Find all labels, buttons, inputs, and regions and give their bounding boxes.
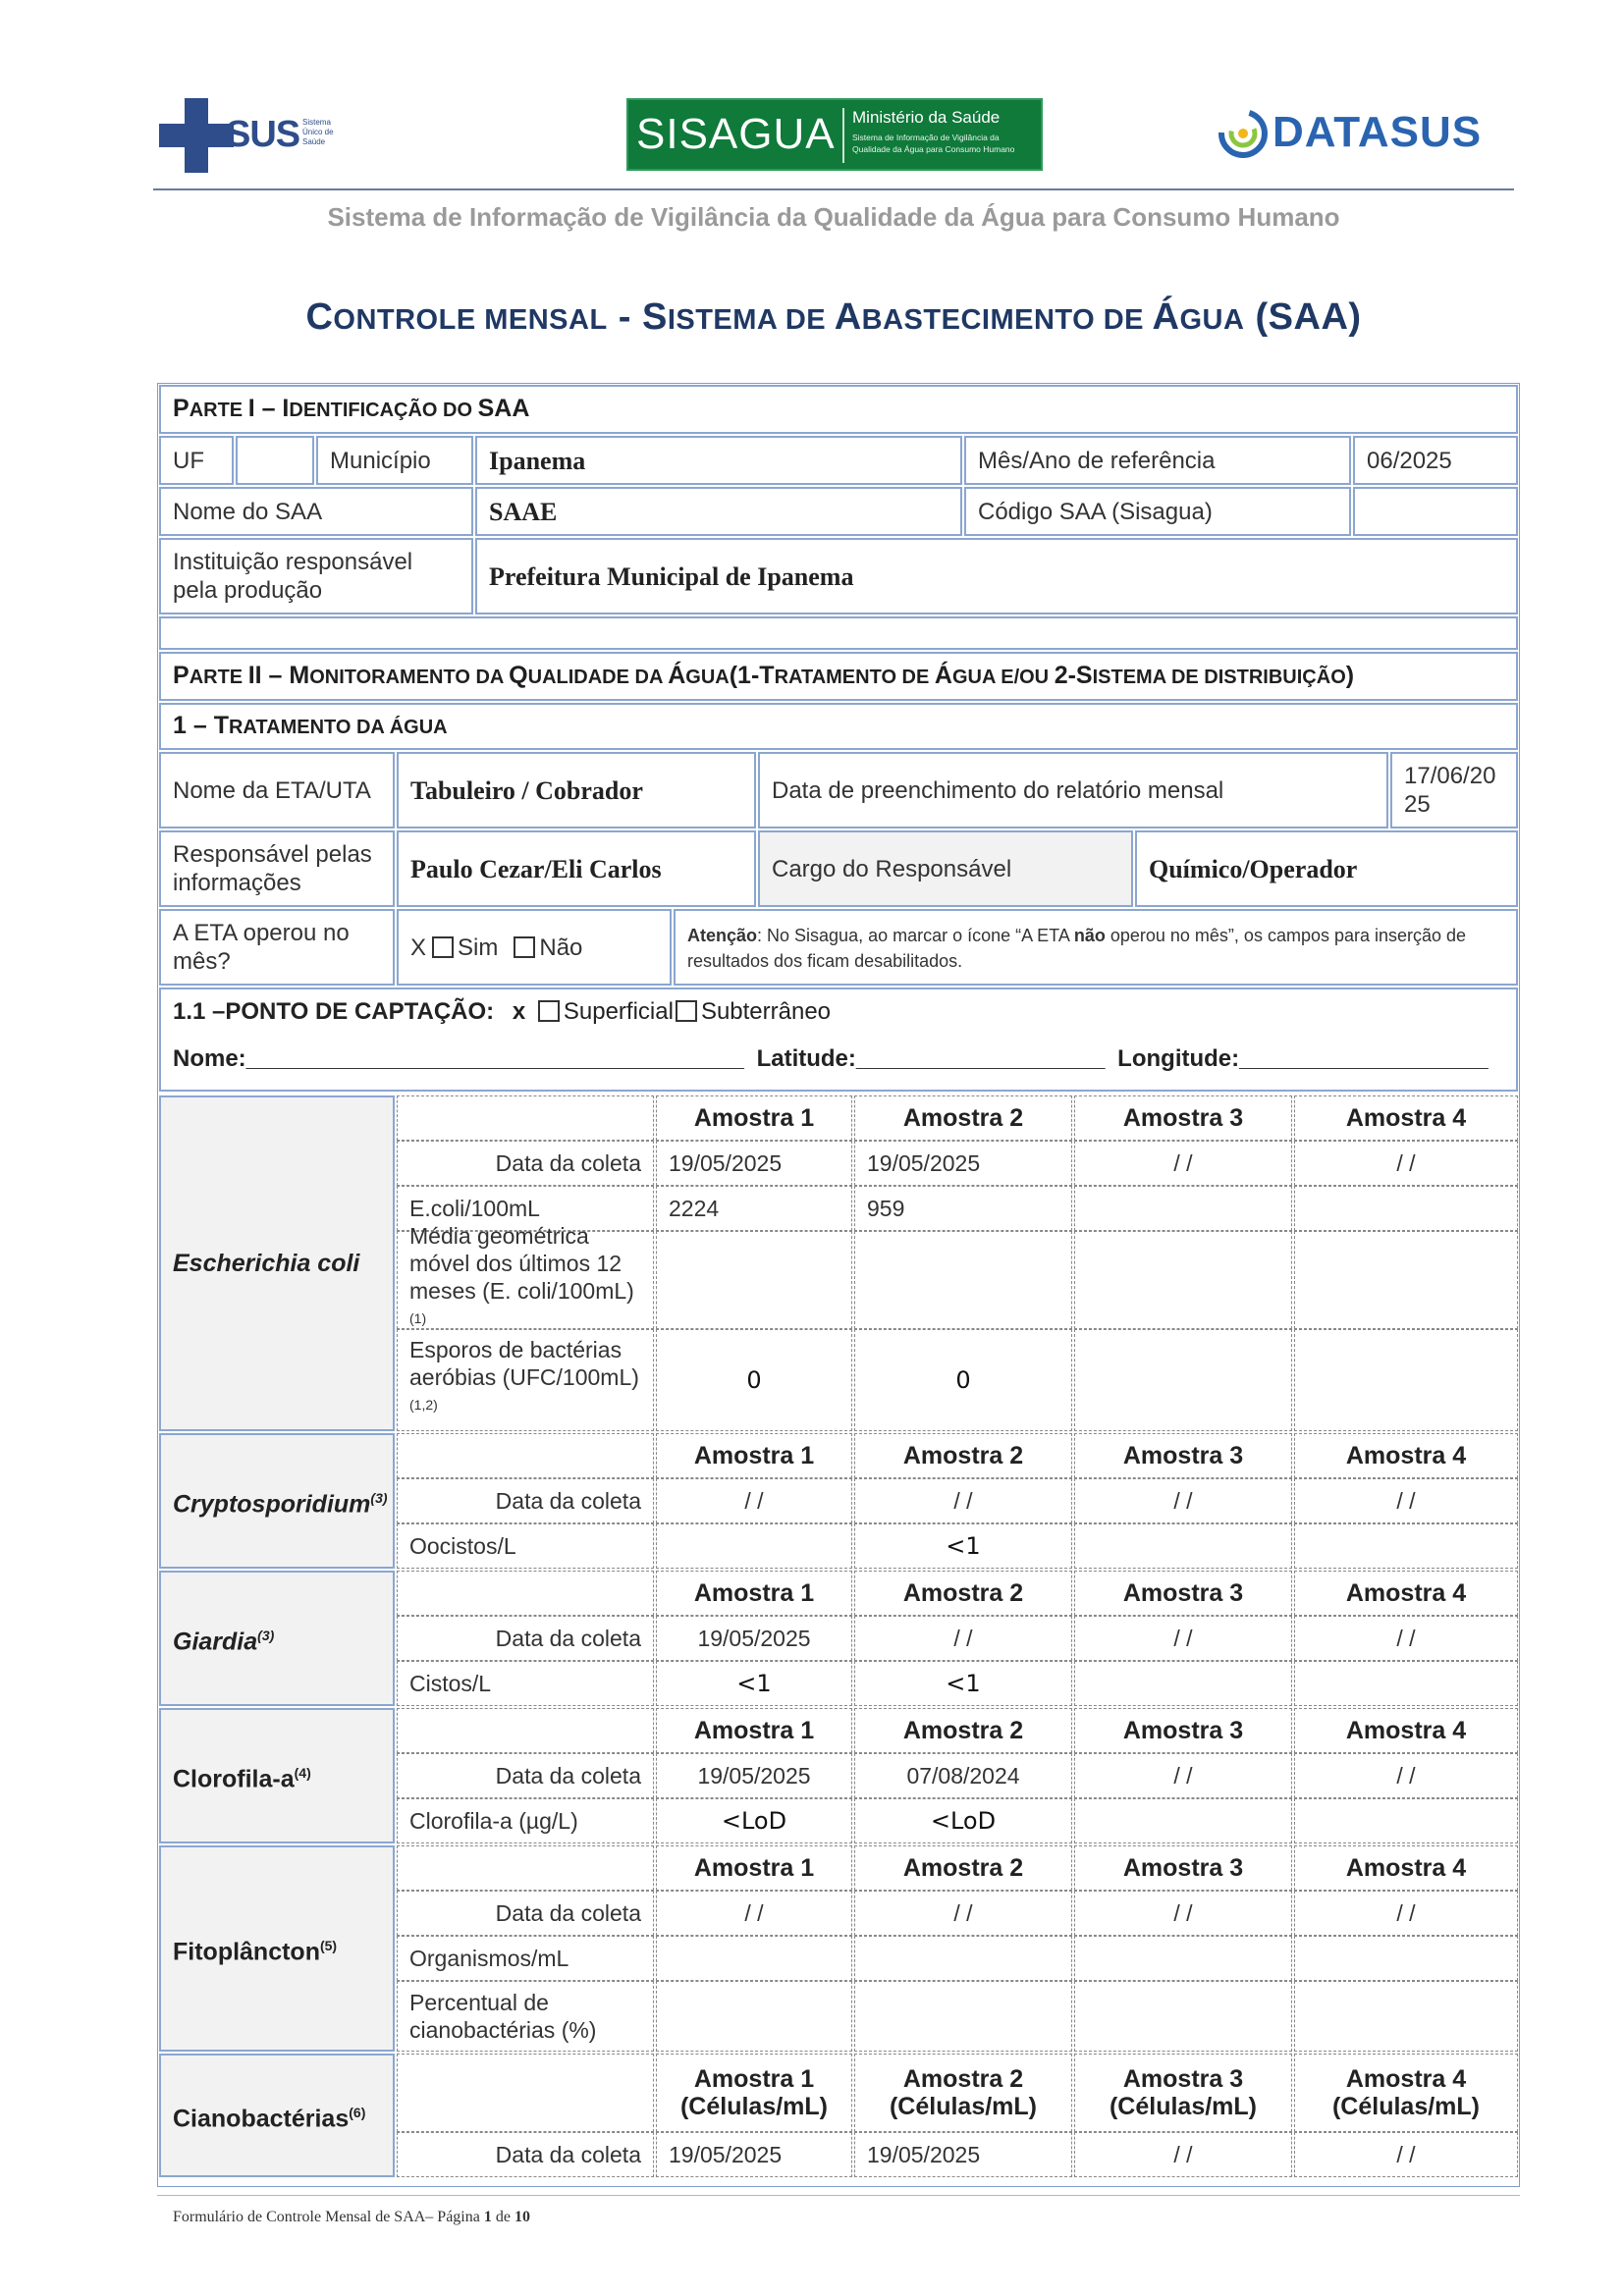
captacao-nome-field[interactable]: Nome:______________________________________ — [173, 1045, 744, 1072]
system-subtitle: Sistema de Informação de Vigilância da Qualidade da Água para Consumo Humano — [327, 202, 1340, 232]
clorofila-row-2-amostra-4[interactable] — [1294, 1798, 1518, 1843]
sus-logo-sub: Sistema Único de Saúde — [302, 118, 334, 146]
ciano-row-1-amostra-4[interactable]: / / — [1294, 2132, 1518, 2177]
crypto-row-2-amostra-4[interactable] — [1294, 1523, 1518, 1569]
responsavel-field[interactable]: Paulo Cezar/Eli Carlos — [397, 830, 756, 907]
municipio-field[interactable]: Ipanema — [475, 436, 962, 485]
clorofila-row-1-label: Data da coleta — [397, 1753, 654, 1798]
codigo-saa-field[interactable] — [1353, 487, 1518, 536]
ecoli-row-2-label: E.coli/100mL — [397, 1186, 654, 1231]
captacao-longitude-field[interactable]: Longitude:___________________ — [1117, 1045, 1489, 1072]
ciano-amostra-1-header: Amostra 1 (Células/mL) — [656, 2054, 852, 2132]
crypto-row-2-amostra-1[interactable] — [656, 1523, 852, 1569]
giardia-amostra-2-header: Amostra 2 — [854, 1571, 1072, 1616]
codigo-saa-label: Código SAA (Sisagua) — [964, 487, 1351, 536]
municipio-label: Município — [316, 436, 473, 485]
fito-header-blank — [397, 1845, 654, 1891]
ciano-row-1-amostra-3[interactable]: / / — [1074, 2132, 1292, 2177]
giardia-amostra-4-header: Amostra 4 — [1294, 1571, 1518, 1616]
responsavel-label: Responsável pelas informações — [159, 830, 395, 907]
crypto-amostra-2-header: Amostra 2 — [854, 1433, 1072, 1478]
clorofila-row-1-amostra-2[interactable]: 07/08/2024 — [854, 1753, 1072, 1798]
ecoli-row-2-amostra-2[interactable]: 959 — [854, 1186, 1072, 1231]
ecoli-amostra-3-header: Amostra 3 — [1074, 1095, 1292, 1141]
uf-field[interactable] — [236, 436, 314, 485]
fito-row-2-label: Organismos/mL — [397, 1936, 654, 1981]
ecoli-row-4-amostra-1[interactable]: 0 — [656, 1329, 852, 1431]
ecoli-row-1-amostra-3[interactable]: / / — [1074, 1141, 1292, 1186]
clorofila-row-2-amostra-2[interactable]: <LoD — [854, 1798, 1072, 1843]
ecoli-row-4-amostra-4[interactable] — [1294, 1329, 1518, 1431]
nome-saa-label: Nome do SAA — [159, 487, 473, 536]
part2-heading: PARTE II – MONITORAMENTO DA QUALIDADE DA ÁGUA(1-TRATAMENTO DE ÁGUA E/OU 2-SISTEMA DE DISTRIBUIÇÃO) — [159, 652, 1518, 701]
clorofila-row-2-label: Clorofila-a (µg/L) — [397, 1798, 654, 1843]
giardia-header-blank — [397, 1571, 654, 1616]
instituicao-field[interactable]: Prefeitura Municipal de Ipanema — [475, 538, 1518, 614]
sisagua-logo-text: SISAGUA — [636, 110, 836, 158]
data-preenchimento-label: Data de preenchimento do relatório mensal — [758, 752, 1388, 828]
ecoli-amostra-4-header: Amostra 4 — [1294, 1095, 1518, 1141]
sim-checkbox[interactable] — [432, 936, 454, 958]
ecoli-row-3-amostra-3[interactable] — [1074, 1231, 1292, 1329]
ecoli-parameter: Escherichia coli — [159, 1095, 395, 1431]
crypto-row-1-amostra-2[interactable]: / / — [854, 1478, 1072, 1523]
fito-row-1-amostra-2[interactable]: / / — [854, 1891, 1072, 1936]
fito-row-3-amostra-3[interactable] — [1074, 1981, 1292, 2052]
ecoli-row-4-amostra-2[interactable]: 0 — [854, 1329, 1072, 1431]
ecoli-row-3-amostra-4[interactable] — [1294, 1231, 1518, 1329]
data-preenchimento-field[interactable]: 17/06/2025 — [1390, 752, 1518, 828]
giardia-row-2-amostra-1[interactable]: <1 — [656, 1661, 852, 1706]
cargo-label: Cargo do Responsável — [758, 830, 1133, 907]
ciano-row-1-label: Data da coleta — [397, 2132, 654, 2177]
cargo-field[interactable]: Químico/Operador — [1135, 830, 1518, 907]
fito-amostra-1-header: Amostra 1 — [656, 1845, 852, 1891]
giardia-row-1-label: Data da coleta — [397, 1616, 654, 1661]
fito-amostra-2-header: Amostra 2 — [854, 1845, 1072, 1891]
eta-label: Nome da ETA/UTA — [159, 752, 395, 828]
part1-heading: PARTE I – IDENTIFICAÇÃO DO SAA — [159, 385, 1518, 434]
eta-field[interactable]: Tabuleiro / Cobrador — [397, 752, 756, 828]
crypto-row-2-amostra-2[interactable]: <1 — [854, 1523, 1072, 1569]
header-divider — [153, 188, 1514, 190]
ecoli-row-2-amostra-1[interactable]: 2224 — [656, 1186, 852, 1231]
superficial-label: Superficial — [563, 998, 674, 1025]
datasus-logo — [1216, 102, 1500, 171]
fito-row-1-amostra-1[interactable]: / / — [656, 1891, 852, 1936]
giardia-amostra-1-header: Amostra 1 — [656, 1571, 852, 1616]
fito-row-2-amostra-3[interactable] — [1074, 1936, 1292, 1981]
crypto-amostra-4-header: Amostra 4 — [1294, 1433, 1518, 1478]
clorofila-amostra-3-header: Amostra 3 — [1074, 1708, 1292, 1753]
sisagua-ministry: Ministério da Saúde — [852, 108, 1001, 127]
crypto-row-1-amostra-4[interactable]: / / — [1294, 1478, 1518, 1523]
nome-saa-field[interactable]: SAAE — [475, 487, 962, 536]
ecoli-row-1-amostra-2[interactable]: 19/05/2025 — [854, 1141, 1072, 1186]
ciano-row-1-amostra-1[interactable]: 19/05/2025 — [656, 2132, 852, 2177]
fito-row-1-amostra-3[interactable]: / / — [1074, 1891, 1292, 1936]
clorofila-row-1-amostra-1[interactable]: 19/05/2025 — [656, 1753, 852, 1798]
giardia-row-2-label: Cistos/L — [397, 1661, 654, 1706]
datasus-swirl-icon — [1216, 106, 1271, 161]
fito-amostra-3-header: Amostra 3 — [1074, 1845, 1292, 1891]
crypto-row-1-label: Data da coleta — [397, 1478, 654, 1523]
eta-operou-options — [397, 909, 672, 986]
atencao-note: Atenção: No Sisagua, ao marcar o ícone “A ETA não operou no mês”, os campos para inserção de resultados dos ficam desabilitados. — [674, 909, 1518, 986]
clorofila-row-1-amostra-4[interactable]: / / — [1294, 1753, 1518, 1798]
footer-divider — [157, 2195, 1520, 2196]
fito-row-2-amostra-1[interactable] — [656, 1936, 852, 1981]
clorofila-parameter: Clorofila-$a^{(4)}$ — [159, 1708, 395, 1843]
datasus-logo-text: DATASUS — [1272, 108, 1483, 156]
subterraneo-label: Subterrâneo — [700, 998, 832, 1025]
giardia-row-1-amostra-1[interactable]: 19/05/2025 — [656, 1616, 852, 1661]
instituicao-label: Instituição responsável pela produção — [159, 538, 473, 614]
ecoli-row-3-amostra-2[interactable] — [854, 1231, 1072, 1329]
captacao-mark: x — [512, 998, 526, 1025]
giardia-row-1-amostra-2[interactable]: / / — [854, 1616, 1072, 1661]
ecoli-row-1-label: Data da coleta — [397, 1141, 654, 1186]
fito-row-3-amostra-1[interactable] — [656, 1981, 852, 2052]
clorofila-amostra-1-header: Amostra 1 — [656, 1708, 852, 1753]
fito-row-1-amostra-4[interactable]: / / — [1294, 1891, 1518, 1936]
ecoli-header-blank — [397, 1095, 654, 1141]
giardia-row-2-amostra-3[interactable] — [1074, 1661, 1292, 1706]
crypto-row-1-amostra-1[interactable]: / / — [656, 1478, 852, 1523]
ecoli-row-1-amostra-4[interactable]: / / — [1294, 1141, 1518, 1186]
fito-row-3-amostra-2[interactable] — [854, 1981, 1072, 2052]
spacer-row — [159, 616, 1518, 650]
crypto-parameter: Cryptosporidium$^{(3)}$ — [159, 1433, 395, 1569]
fito-amostra-4-header: Amostra 4 — [1294, 1845, 1518, 1891]
ciano-row-1-amostra-2[interactable]: 19/05/2025 — [854, 2132, 1072, 2177]
fito-parameter: Fitoplâncton$^{(5)}$ — [159, 1845, 395, 2052]
crypto-amostra-3-header: Amostra 3 — [1074, 1433, 1292, 1478]
clorofila-amostra-2-header: Amostra 2 — [854, 1708, 1072, 1753]
crypto-header-blank — [397, 1433, 654, 1478]
clorofila-amostra-4-header: Amostra 4 — [1294, 1708, 1518, 1753]
clorofila-row-2-amostra-1[interactable]: <LoD — [656, 1798, 852, 1843]
ciano-parameter: Cianobactérias$^{(6)}$ — [159, 2054, 395, 2177]
ecoli-row-2-amostra-3[interactable] — [1074, 1186, 1292, 1231]
sus-cross-icon — [157, 96, 236, 175]
document-title: CONTROLE MENSAL - SISTEMA DE ABASTECIMENTO DE ÁGUA (SAA) — [305, 296, 1362, 338]
captacao-latitude-field[interactable]: Latitude:___________________ — [756, 1045, 1106, 1072]
sisagua-logo-sub: Sistema de Informação de Vigilância da Qualidade da Água para Consumo Humano — [852, 133, 1015, 154]
eta-operou-mark: X — [410, 934, 427, 961]
sus-logo — [157, 96, 344, 175]
page-footer: Formulário de Controle Mensal de SAA– Página 1 de 10 — [173, 2209, 530, 2225]
ciano-amostra-3-header: Amostra 3 (Células/mL) — [1074, 2054, 1292, 2132]
fito-row-3-amostra-4[interactable] — [1294, 1981, 1518, 2052]
nao-label: Não — [539, 934, 583, 961]
subterraneo-checkbox[interactable] — [676, 1000, 697, 1022]
crypto-amostra-1-header: Amostra 1 — [656, 1433, 852, 1478]
giardia-parameter: Giardia$^{(3)}$ — [159, 1571, 395, 1706]
ciano-amostra-4-header: Amostra 4 (Células/mL) — [1294, 2054, 1518, 2132]
ecoli-row-4-label: Esporos de bactérias aeróbias $(UFC/100mL)^{(1,2)}$ — [397, 1329, 654, 1431]
ecoli-row-4-amostra-3[interactable] — [1074, 1329, 1292, 1431]
ecoli-row-3-label: Média geométrica móvel dos últimos 12 meses (E. coli/100mL)$^{(1)}$ — [397, 1231, 654, 1329]
giardia-row-1-amostra-3[interactable]: / / — [1074, 1616, 1292, 1661]
uf-label: UF — [159, 436, 234, 485]
mes-referencia-label: Mês/Ano de referência — [964, 436, 1351, 485]
ciano-amostra-2-header: Amostra 2 (Células/mL) — [854, 2054, 1072, 2132]
crypto-row-1-amostra-3[interactable]: / / — [1074, 1478, 1292, 1523]
crypto-row-2-label: Oocistos/L — [397, 1523, 654, 1569]
giardia-amostra-3-header: Amostra 3 — [1074, 1571, 1292, 1616]
giardia-row-1-amostra-4[interactable]: / / — [1294, 1616, 1518, 1661]
fito-row-1-label: Data da coleta — [397, 1891, 654, 1936]
captacao-label: 1.1 –PONTO DE CAPTAÇÃO: — [173, 998, 495, 1025]
sus-logo-text: SUS — [226, 114, 300, 155]
ecoli-amostra-2-header: Amostra 2 — [854, 1095, 1072, 1141]
ponto-captacao — [159, 988, 1518, 1092]
ecoli-row-3-amostra-1[interactable] — [656, 1231, 852, 1329]
sim-label: Sim — [458, 934, 499, 961]
giardia-row-2-amostra-2[interactable]: <1 — [854, 1661, 1072, 1706]
ciano-header-blank — [397, 2054, 654, 2132]
fito-row-3-label: Percentual de cianobactérias (%) — [397, 1981, 654, 2052]
clorofila-row-1-amostra-3[interactable]: / / — [1074, 1753, 1292, 1798]
giardia-row-2-amostra-4[interactable] — [1294, 1661, 1518, 1706]
ecoli-amostra-1-header: Amostra 1 — [656, 1095, 852, 1141]
crypto-row-2-amostra-3[interactable] — [1074, 1523, 1292, 1569]
sisagua-logo — [626, 98, 1043, 171]
eta-operou-label: A ETA operou no mês? — [159, 909, 395, 986]
ecoli-row-2-amostra-4[interactable] — [1294, 1186, 1518, 1231]
ecoli-row-1-amostra-1[interactable]: 19/05/2025 — [656, 1141, 852, 1186]
nao-checkbox[interactable] — [514, 936, 535, 958]
fito-row-2-amostra-2[interactable] — [854, 1936, 1072, 1981]
clorofila-row-2-amostra-3[interactable] — [1074, 1798, 1292, 1843]
superficial-checkbox[interactable] — [538, 1000, 560, 1022]
clorofila-header-blank — [397, 1708, 654, 1753]
section-tratamento-heading: 1 – TRATAMENTO DA ÁGUA — [159, 703, 1518, 750]
mes-referencia-field[interactable]: 06/2025 — [1353, 436, 1518, 485]
fito-row-2-amostra-4[interactable] — [1294, 1936, 1518, 1981]
